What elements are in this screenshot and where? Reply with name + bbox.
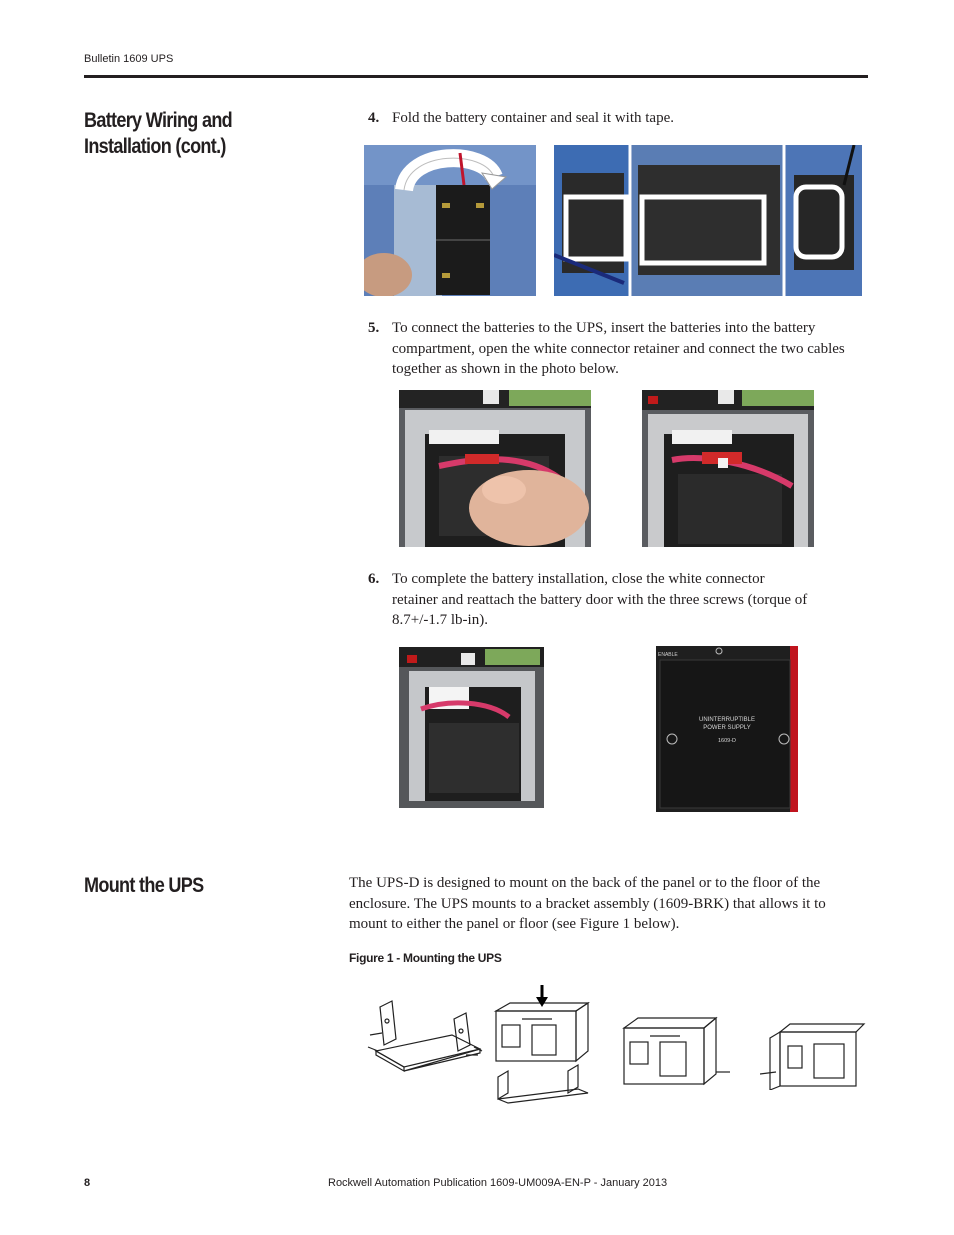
photo-cables-connected [642, 390, 814, 547]
figure-ups-mounted-floor [620, 1014, 732, 1088]
step-4-number: 4. [368, 110, 380, 126]
section-title-mount: Mount the UPS [84, 874, 204, 897]
photo-retainer-closed [399, 647, 544, 808]
figure-ups-onto-bracket [492, 985, 592, 1105]
figure-bracket-assembly [362, 985, 490, 1075]
page-number: 8 [84, 1177, 91, 1189]
publication-footer: Rockwell Automation Publication 1609-UM009A-EN-P - January 2013 [328, 1177, 668, 1189]
figure-caption: Figure 1 - Mounting the UPS [349, 951, 502, 965]
step-5-number: 5. [368, 320, 380, 336]
step-4-text: Fold the battery container and seal it with tape. [392, 110, 674, 126]
step-5-text: To connect the batteries to the UPS, insert the batteries into the battery compartment, open the white connector retainer and connect the two cables together as shown in the photo below. [392, 320, 845, 377]
photo-battery-container-fold [364, 145, 536, 296]
door-corner-label: ENABLE [658, 652, 678, 658]
section-title-battery: Battery Wiring and Installation (cont.) [84, 109, 233, 158]
photo-battery-taped [554, 145, 862, 296]
photo-connecting-cables [399, 390, 591, 547]
photo-battery-door-closed [656, 646, 798, 812]
header-rule [84, 75, 868, 78]
figure-ups-mounted-panel [760, 1020, 868, 1090]
step-6-text: To complete the battery installation, close the white connector retainer and reattach the battery door with the three screws (torque of 8.7+/-1.7 lb-in). [392, 571, 808, 628]
door-label-line1: UNINTERRUPTIBLE [698, 717, 756, 723]
door-model-label: 1609-D [717, 738, 737, 744]
mount-paragraph: The UPS-D is designed to mount on the back of the panel or to the floor of the enclosure. The UPS mounts to a bracket assembly (1609-BRK) that allows it to mount to either the panel or floor (see Figure 1 below). [349, 875, 826, 932]
door-label-line2: POWER SUPPLY [703, 725, 751, 731]
step-6-number: 6. [368, 571, 380, 587]
running-header: Bulletin 1609 UPS [84, 53, 174, 65]
